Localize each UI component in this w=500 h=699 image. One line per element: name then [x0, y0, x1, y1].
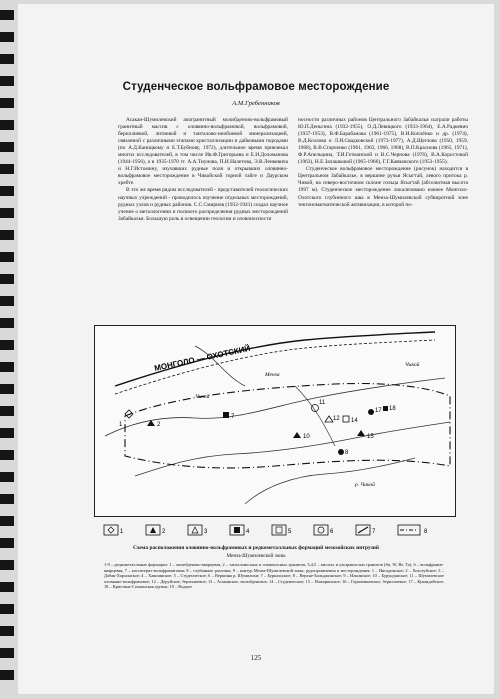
svg-text:2: 2 [157, 422, 161, 428]
svg-text:8: 8 [345, 450, 349, 456]
binding-ring [0, 406, 14, 416]
paragraph: В это же время рядом исследователей - представителей геологических научных учреждений - проводилось изучение отдельных месторождений, рудных узлов и рудных районов. С.С.Смирнов (1932-1941) создал научное учение о металлогении и посвоего распределения рудных месторождений Забайкалья. Большую роль в освещении геологии и оловоносности [118, 187, 288, 222]
binding-ring [0, 670, 14, 680]
river-labels [195, 361, 420, 488]
deposit-marker [325, 416, 333, 422]
deposit-marker [338, 449, 344, 455]
binding-ring [0, 76, 14, 86]
figure-caption-title: Схема расположения оловянно-вольфрамовых и редкометалльных формаций мезозойских интрузий [132, 545, 380, 551]
article-author: А.М.Гребенников [232, 100, 280, 107]
binding-ring [0, 560, 14, 570]
binding-ring [0, 186, 14, 196]
binding-ring [0, 296, 14, 306]
river [245, 458, 415, 504]
text-column-right [298, 117, 468, 209]
legend-number: 6 [330, 529, 334, 535]
svg-text:10: 10 [303, 434, 310, 440]
legend-number: 5 [288, 529, 292, 535]
binding-ring [0, 626, 14, 636]
binding-ring [0, 582, 14, 592]
binding-ring [0, 230, 14, 240]
map-legend [102, 523, 444, 537]
zone-contour [125, 384, 450, 468]
deposit-marker [343, 416, 349, 422]
binding-ring [0, 340, 14, 350]
legend-number: 3 [204, 529, 208, 535]
deposit-marker [368, 409, 374, 415]
deposit-labels [119, 400, 396, 456]
text-column-left [118, 117, 288, 223]
svg-text:18: 18 [389, 406, 396, 412]
binding-ring [0, 98, 14, 108]
document-page [18, 4, 494, 694]
binding-ring [0, 318, 14, 328]
deposit-marker [223, 412, 229, 418]
svg-text:14: 14 [351, 418, 358, 424]
binding-ring [0, 252, 14, 262]
svg-text:11: 11 [319, 400, 326, 406]
river [135, 422, 450, 476]
binding-ring [0, 32, 14, 42]
binding-ring [0, 428, 14, 438]
paragraph: носности различных районов Центрального Забайкалья сыграли работы Ю.П.Деньгина (1932-1955), О.Д.Левицкого (1933-1964), Е.А.Радкевич (1937-1953), В.Ф.Барабанова (1961-1975), В.И.Коплёнко и др. (1974), В.Д.Козлова и Л.Н.Свадковской (1973-1977), А.Д.Щеглова (1950, 1959, 1968), В.В.Старченко (1961, 1963, 1966, 1968), В.П.Краснова (1965, 1971), Ф.Р.Апельцина, Т.И.Гетманской и В.С.Чернова (1976), В.А.Коростовой (1963), Н.Е.Залашковой (1965-1966), Г.Г.Кавчанского (1953-1955). [298, 117, 468, 166]
article-title: Студенческое вольфрамовое месторождение [122, 81, 390, 93]
svg-text:7: 7 [231, 414, 235, 420]
binding-ring [0, 494, 14, 504]
paragraph: Асакан-Шумилевский апогранитный молибденово-вольфрамовый гранитный массив с оловянно-вольфрамовой, вольфрамовой, бериллиевой, литиевой и танталово-ниобиевой минерализацией, связанной с различными этапами кристаллизации и дайковыми породами (по А.Д.Каницкому и Е.Т.Бубнову, 1972), длительное время привлекал многих исследователей, в том числе Ив.Ф.Григорьева и Е.И.Доломанова (1944-1956), а в 1935-1970 гг. А.А.Тиунова, П.И.Налетова, Э.В.Ленкевича и Н.Г.Истомину, изучавших рудные поля и открывших оловянно-вольфрамовое месторождение в Чикойской горной тайге и Даурском хребте. [118, 117, 288, 187]
binding-ring [0, 538, 14, 548]
binding-ring [0, 208, 14, 218]
legend-number: 1 [120, 529, 124, 535]
svg-text:Менза: Менза [265, 372, 280, 378]
binding-ring [0, 164, 14, 174]
binding-spiral [0, 0, 18, 699]
legend-number: 2 [162, 529, 166, 535]
map-drawing [95, 326, 455, 516]
legend-swatch [104, 525, 118, 535]
page-number: 125 [250, 654, 262, 662]
binding-ring [0, 472, 14, 482]
figure-caption-subtitle: Менза-Шумилевской зоны [226, 553, 286, 559]
svg-text:р. Чикой: р. Чикой [355, 482, 375, 488]
legend-number: 7 [372, 529, 376, 535]
binding-ring [0, 274, 14, 284]
svg-text:1: 1 [119, 422, 123, 428]
svg-text:17: 17 [375, 408, 382, 414]
binding-ring [0, 450, 14, 460]
binding-ring [0, 648, 14, 658]
svg-text:15: 15 [367, 434, 374, 440]
fault-label: МОНГОЛО — ОХОТСКИЙ [153, 343, 251, 373]
legend-drawing [102, 523, 444, 537]
deposit-marker [293, 432, 301, 438]
svg-text:Чикой: Чикой [195, 394, 210, 400]
legend-number: 4 [246, 529, 250, 535]
binding-ring [0, 384, 14, 394]
binding-ring [0, 604, 14, 614]
deposit-marker [383, 406, 388, 411]
binding-ring [0, 54, 14, 64]
legend-number: 8 [424, 529, 428, 535]
paragraph: Студенческое вольфрамовое месторождение (рисунок) находится в Центральном Забайкалье, в вершине ручья Ясыгтай, левого притока р. Чикой, на северо-восточном склоне гольца Ясыгтай (абсолютная высота 1997 м). Студенческое месторождение локализовано южнее Монголо-Охотского глубинного шва в Менза-Шумилевской субвиротной зоне тектономагматической активизации, в которой по- [298, 166, 468, 208]
binding-ring [0, 142, 14, 152]
svg-text:12: 12 [333, 416, 340, 422]
geologic-map [94, 325, 456, 517]
deposit-marker [357, 430, 365, 436]
figure-caption-text: 1-9 – редкометалльные формации: 1 – молибденово-кварцевая, 2 – танталоносных и оловоносных гранитов, 3,4,5 – кислых и ультракислых гранитов (Sn, W, Be, Ta), 6 – вольфрамит-кварцевая, 7 – касситерит-вольфрамитовая; 8 – глубинные разломы; 9 – контур Менза-Шумилевской зоны; рудопроявления и месторождения: 1 – Ингодинское; 2 – Хохотуйское; 3 – Дабан-Хархинское; 4 – Хакшинское; 5 – Студенческое; 6 – Вершина р. Шумилихи; 7 – Буркальское; 8 – Верхне-Бальджинское; 9 – Ильинское; 10 – Бурунданское; 11 – Шумилевское оловянно-вольфрамовое; 12 – Деруйское, бериллиевое; 13 – Асаканское, молибденовое; 14 – Студенческое; 15 – Ножоринское; 16 – Гориченковское, бериллиевое; 17 – Кукандейское; 18 – Кристина-Сохьинская группа; 19 – Водное [104, 562, 444, 590]
binding-ring [0, 10, 14, 20]
binding-ring [0, 362, 14, 372]
binding-ring [0, 516, 14, 526]
svg-text:Чикой: Чикой [405, 362, 420, 368]
binding-ring [0, 120, 14, 130]
